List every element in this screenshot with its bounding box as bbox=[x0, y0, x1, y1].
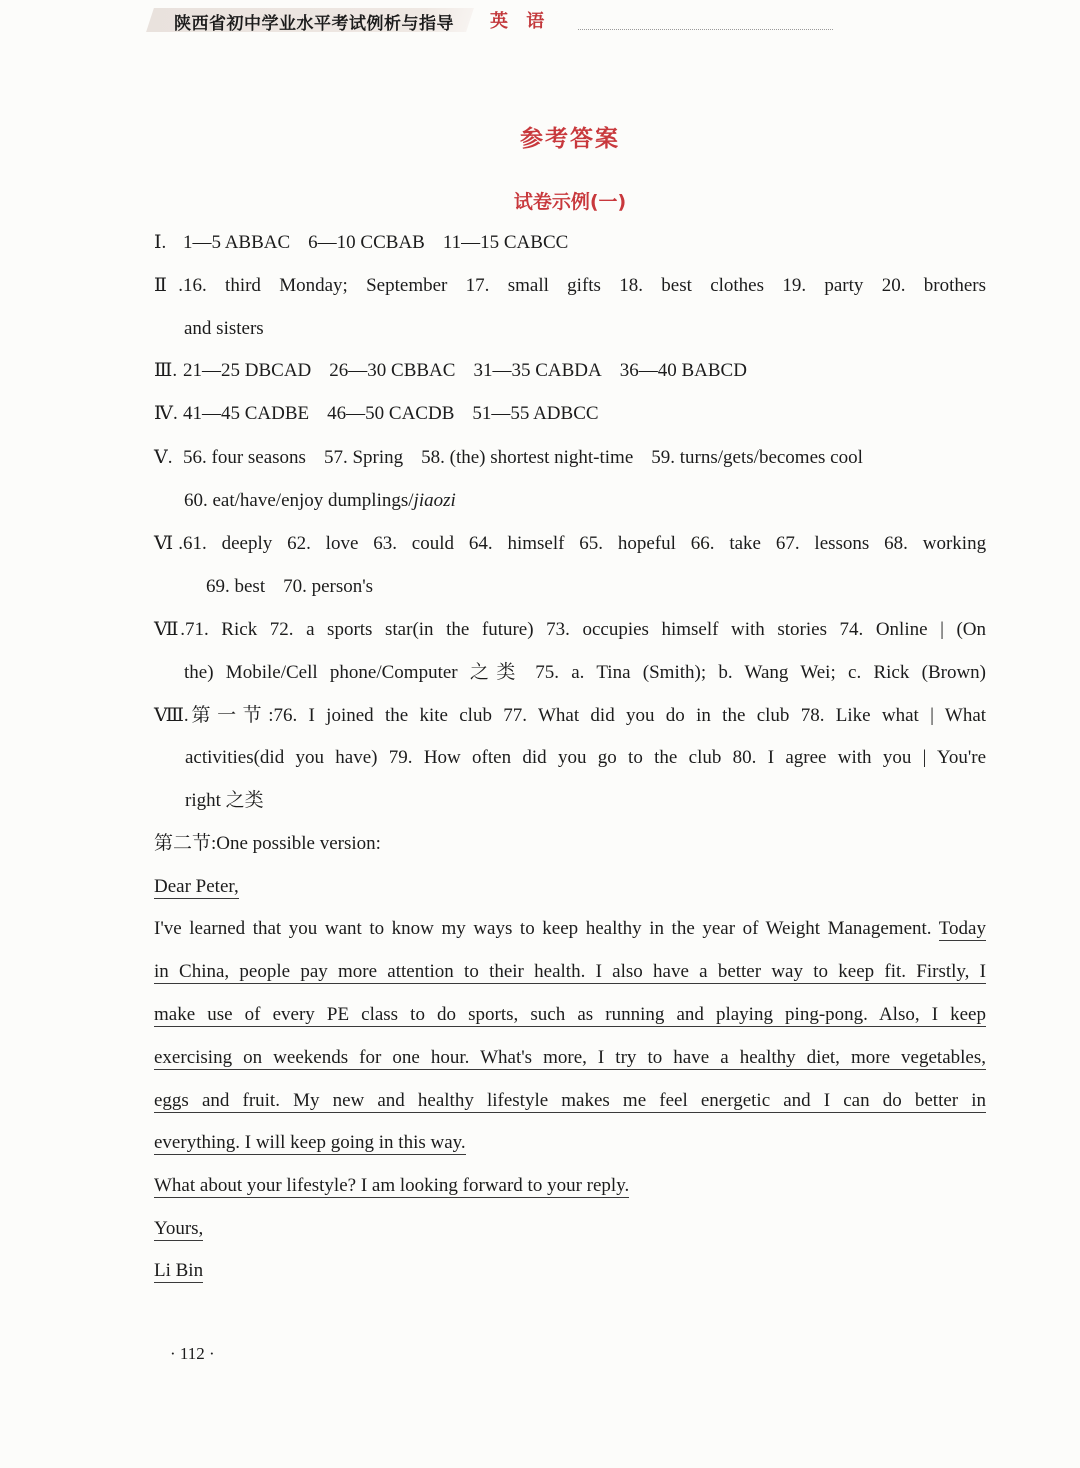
answer-item: 17. small gifts bbox=[465, 275, 601, 296]
letter-line-3: make use of every PE class to do sports, such as running and playing ping-pong. Also, I keep bbox=[154, 1004, 986, 1025]
answer-item: 74. Online | (On bbox=[839, 619, 987, 640]
part-label: 第二节: bbox=[154, 833, 217, 854]
section-6-line bbox=[154, 531, 986, 557]
section-4-line bbox=[154, 401, 986, 427]
section-7-continuation bbox=[184, 660, 986, 686]
answer-item: 70. person's bbox=[283, 576, 374, 597]
section-7-line bbox=[154, 617, 986, 643]
section-2-line bbox=[154, 273, 986, 299]
section-7-numeral: Ⅶ. bbox=[154, 619, 185, 640]
letter-line-5: eggs and fruit. My new and healthy lifestyle makes me feel energetic and I can do better in bbox=[154, 1090, 986, 1111]
section-8-continuation-1 bbox=[185, 745, 986, 771]
answer-group: 26—30 CBBAC bbox=[329, 360, 456, 381]
answer-item: 78. Like what | What bbox=[800, 705, 987, 726]
letter-line-2: in China, people pay more attention to their health. I also have a better way to keep fit. Firstly, I bbox=[154, 961, 986, 982]
subject-label: 英 语 bbox=[490, 11, 551, 32]
section-8-line bbox=[154, 703, 986, 729]
answer-item: 68. working bbox=[884, 533, 987, 554]
section-2-continuation: and sisters bbox=[184, 318, 264, 339]
answer-group: 46—50 CACDB bbox=[327, 403, 455, 424]
answer-item: 79. How often did you go to the club bbox=[388, 747, 722, 768]
section-5-continuation bbox=[184, 488, 1016, 514]
header-dotted-rule bbox=[578, 29, 833, 30]
page-title: 参考答案 bbox=[520, 126, 620, 152]
answer-item: 72. a sports star(in the future) bbox=[269, 619, 534, 640]
answer-group: 11—15 CABCC bbox=[442, 232, 569, 253]
answer-item: 63. could bbox=[373, 533, 455, 554]
answer-item: 66. take bbox=[690, 533, 761, 554]
answer-item: 60. eat/have/enjoy dumplings/ bbox=[184, 490, 414, 511]
letter-paragraph-2: What about your lifestyle? I am looking forward to your reply. bbox=[154, 1175, 630, 1196]
letter-line-1: I've learned that you want to know my ways to keep healthy in the year of Weight Management. Today bbox=[154, 918, 986, 939]
section-8-numeral: Ⅷ. bbox=[154, 705, 189, 726]
section-6-continuation bbox=[206, 574, 1038, 600]
answer-item: 71. Rick bbox=[185, 619, 258, 640]
section-8-continuation-2: right 之类 bbox=[185, 790, 264, 811]
letter-signature: Li Bin bbox=[154, 1260, 204, 1281]
answer-item: 80. I agree with you | You're bbox=[732, 747, 987, 768]
letter-greeting: Dear Peter, bbox=[154, 876, 239, 897]
answer-item: 69. best bbox=[206, 576, 266, 597]
answer-item: 57. Spring bbox=[323, 447, 404, 468]
italic-term: jiaozi bbox=[413, 490, 456, 511]
answer-group: 1—5 ABBAC bbox=[183, 232, 291, 253]
section-2-numeral: Ⅱ. bbox=[154, 275, 183, 296]
section-5-numeral: Ⅴ. bbox=[154, 447, 173, 468]
page-number: · 112 · bbox=[170, 1344, 215, 1363]
answer-item: 20. brothers bbox=[881, 275, 987, 296]
part-2-heading bbox=[154, 831, 986, 857]
answer-item: 75. a. Tina (Smith); b. Wang Wei; c. Rick (Brown) bbox=[535, 662, 986, 683]
answer-item: 67. lessons bbox=[775, 533, 870, 554]
section-4-numeral: Ⅳ. bbox=[154, 403, 178, 424]
book-title: 陕西省初中学业水平考试例析与指导 bbox=[174, 14, 454, 34]
answer-group: 31—35 CABDA bbox=[473, 360, 602, 381]
answer-item: 62. love bbox=[287, 533, 359, 554]
answer-item: 56. four seasons bbox=[183, 447, 306, 468]
part-intro: One possible version: bbox=[216, 833, 381, 854]
answer-item: 73. occupies himself with stories bbox=[546, 619, 827, 640]
answer-item: 59. turns/gets/becomes cool bbox=[651, 447, 863, 468]
answer-item: 76. I joined the kite club bbox=[273, 705, 492, 726]
answer-item: 16. third Monday; September bbox=[183, 275, 448, 296]
section-6-numeral: Ⅵ. bbox=[154, 533, 183, 554]
answer-group: 51—55 ADBCC bbox=[472, 403, 599, 424]
answer-group: 41—45 CADBE bbox=[183, 403, 310, 424]
answer-item: 77. What did you do in the club bbox=[503, 705, 790, 726]
answer-group: 36—40 BABCD bbox=[619, 360, 747, 381]
answer-item: 19. party bbox=[782, 275, 864, 296]
section-3-numeral: Ⅲ. bbox=[154, 360, 178, 381]
answer-item: the) Mobile/Cell phone/Computer 之类 bbox=[184, 662, 523, 683]
answer-group: 6—10 CCBAB bbox=[308, 232, 425, 253]
letter-line-4: exercising on weekends for one hour. What's more, I try to have a healthy diet, more vegetables, bbox=[154, 1047, 986, 1068]
section-5-line bbox=[154, 445, 964, 471]
page-subtitle: 试卷示例(一) bbox=[513, 191, 627, 213]
letter-closing: Yours, bbox=[154, 1218, 204, 1239]
answer-group: 21—25 DBCAD bbox=[183, 360, 312, 381]
answer-item: 61. deeply bbox=[183, 533, 273, 554]
answer-item: 65. hopeful bbox=[579, 533, 676, 554]
answer-item: 58. (the) shortest night-time bbox=[421, 447, 634, 468]
part-label: 第一节: bbox=[185, 705, 274, 726]
section-3-line bbox=[154, 358, 986, 384]
answer-item: 64. himself bbox=[468, 533, 565, 554]
section-1-numeral: Ⅰ. bbox=[154, 232, 167, 253]
answer-item: activities(did you have) bbox=[185, 747, 378, 768]
section-1-line bbox=[154, 230, 986, 256]
letter-line-6: everything. I will keep going in this way. bbox=[154, 1132, 466, 1153]
answer-item: 18. best clothes bbox=[619, 275, 765, 296]
